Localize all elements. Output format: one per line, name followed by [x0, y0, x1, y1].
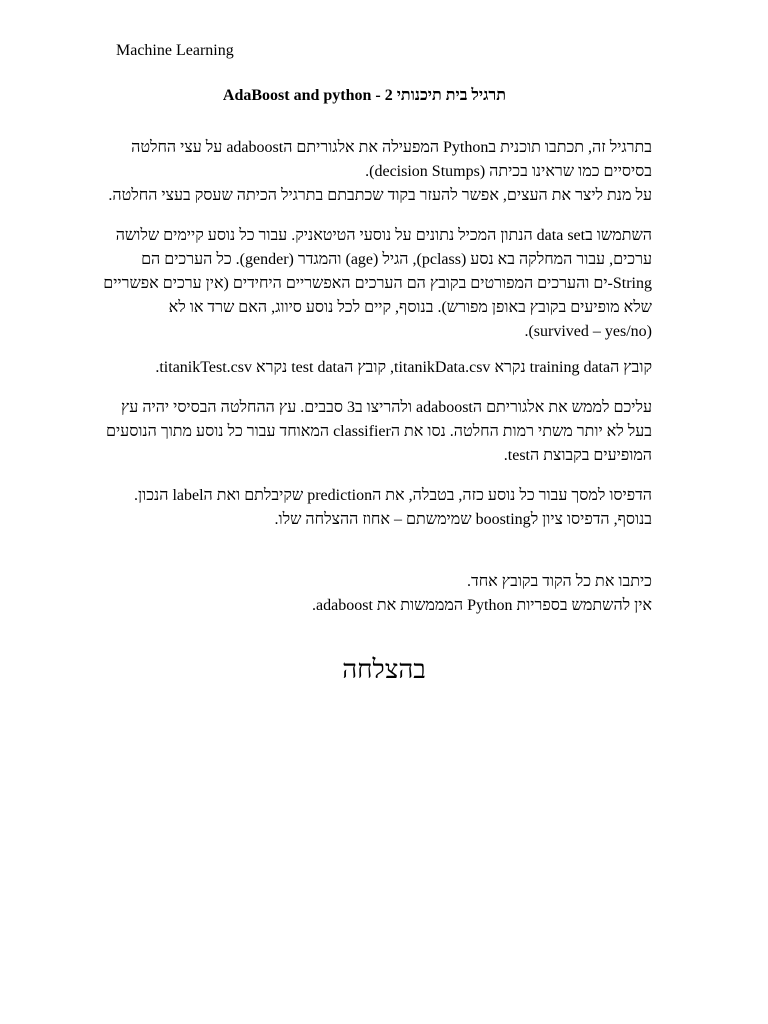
- notes-paragraph: [110, 570, 652, 618]
- task-line: בעל לא יותר משתי רמות החלטה. נסו את הclassifier המאוחד עבור כל נוסע מתוך הנוסעים: [106, 423, 652, 440]
- task-line: המופיעים בקבוצת הtest.: [503, 447, 652, 464]
- dataset-line: ערכים, עבור המחלקה בא נסע (pclass), הגיל (age) והמגדר (gender). כל הערכים הם: [141, 251, 652, 268]
- closing-greeting: בהצלחה: [342, 655, 426, 684]
- dataset-line: שלא מופיעים בקובץ באופן מפורש). בנוסף, קיים לכל נוסע סיווג, האם שרד או לא: [168, 299, 652, 316]
- dataset-line: השתמשו בdata set הנתון המכיל נתונים על נוסעי הטיטאניק. עבור כל נוסע קיימים שלושה: [115, 227, 652, 244]
- page-title: תרגיל בית תיכנותי 2 - AdaBoost and python: [222, 87, 506, 104]
- notes-line: כיתבו את כל הקוד בקובץ אחד.: [467, 573, 652, 590]
- dataset-paragraph: [103, 224, 652, 344]
- dataset-line: String-ים והערכים המפורטים בקובץ הם הערכים האפשריים היחידים (אין ערכים אפשריים: [103, 275, 652, 292]
- course-header: Machine Learning: [116, 42, 234, 59]
- task-line: עליכם לממש את אלגוריתם הadaboost ולהריצו ב3 סבבים. עץ ההחלטה הבסיסי יהיה עץ: [120, 399, 652, 416]
- output-paragraph: [110, 484, 652, 532]
- output-line: בנוסף, הדפיסו ציון לboosting שמימשתם – אחוז ההצלחה שלו.: [274, 511, 652, 528]
- dataset-line: (survived – yes/no).: [524, 323, 652, 340]
- intro-line: בתרגיל זה, תכתבו תוכנית בPython המפעילה את אלגוריתם הadaboost על עצי החלטה: [131, 139, 652, 156]
- intro-paragraph: [110, 136, 652, 208]
- files-paragraph: [110, 356, 652, 380]
- files-line: קובץ הtraining data נקרא titanikData.csv, קובץ הtest data נקרא titanikTest.csv.: [155, 359, 652, 376]
- output-line: הדפיסו למסך עבור כל נוסע כזה, בטבלה, את הprediction שקיבלתם ואת הlabel הנכון.: [134, 487, 652, 504]
- task-paragraph: [106, 396, 652, 468]
- notes-line: אין להשתמש בספריות Python המממשות את adaboost.: [312, 597, 652, 614]
- intro-line: על מנת ליצר את העצים, אפשר להעזר בקוד שכתבתם בתרגיל הכיתה שעסק בעצי החלטה.: [108, 187, 652, 204]
- intro-line: בסיסיים כמו שראינו בכיתה (decision Stumps).: [365, 163, 652, 180]
